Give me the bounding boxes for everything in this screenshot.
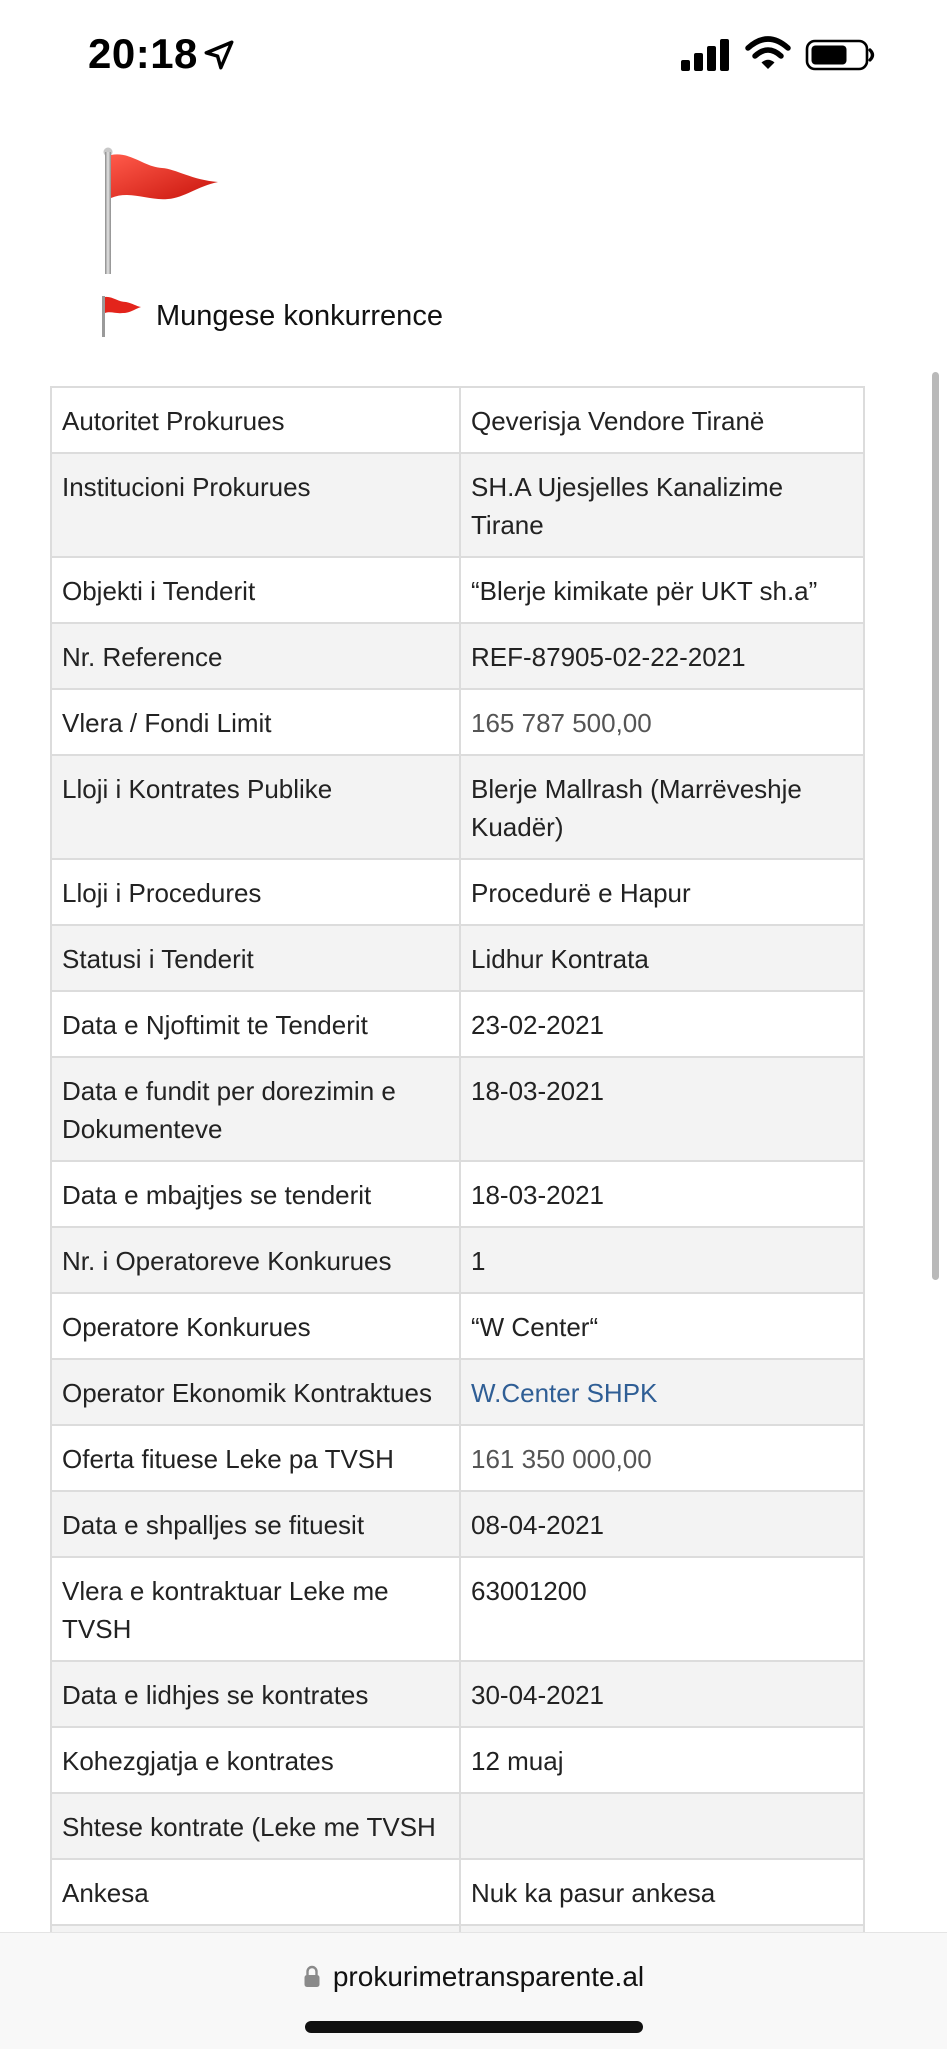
row-key: Lloji i Procedures xyxy=(51,859,460,925)
legend-row xyxy=(100,294,443,338)
table-row xyxy=(51,991,864,1057)
table-row xyxy=(51,1661,864,1727)
table-row xyxy=(51,1425,864,1491)
row-key: Kohezgjatja e kontrates xyxy=(51,1727,460,1793)
table-row xyxy=(51,387,864,453)
status-time: 20:18 xyxy=(88,30,198,77)
red-flag-icon xyxy=(100,146,224,276)
fund-limit-value: 165 787 500,00 xyxy=(471,708,652,738)
row-key: Institucioni Prokurues xyxy=(51,453,460,557)
row-value xyxy=(460,1359,864,1425)
row-key: Autoritet Prokurues xyxy=(51,387,460,453)
row-value: 30-04-2021 xyxy=(460,1661,864,1727)
table-row xyxy=(51,755,864,859)
row-key: Nr. Reference xyxy=(51,623,460,689)
row-value: 1 xyxy=(460,1227,864,1293)
row-key: Data e Njoftimit te Tenderit xyxy=(51,991,460,1057)
battery-icon xyxy=(805,38,877,72)
row-key: Objekti i Tenderit xyxy=(51,557,460,623)
row-value: SH.A Ujesjelles Kanalizime Tirane xyxy=(460,453,864,557)
row-value: 12 muaj xyxy=(460,1727,864,1793)
row-value xyxy=(460,689,864,755)
row-key: Data e lidhjes se kontrates xyxy=(51,1661,460,1727)
row-key: Vlera / Fondi Limit xyxy=(51,689,460,755)
row-value xyxy=(460,1793,864,1859)
row-value xyxy=(460,1425,864,1491)
home-indicator[interactable] xyxy=(305,2021,643,2033)
row-value: 63001200 xyxy=(460,1557,864,1661)
cellular-signal-icon xyxy=(680,38,732,72)
row-value: Qeverisja Vendore Tiranë xyxy=(460,387,864,453)
address-bar[interactable] xyxy=(0,1961,947,1993)
row-value: Blerje Mallrash (Marrëveshje Kuadër) xyxy=(460,755,864,859)
row-key: Operatore Konkurues xyxy=(51,1293,460,1359)
row-value: 18-03-2021 xyxy=(460,1161,864,1227)
table-row xyxy=(51,1227,864,1293)
table-row xyxy=(51,925,864,991)
row-value: Nuk ka pasur ankesa xyxy=(460,1859,864,1925)
row-value: “W Center“ xyxy=(460,1293,864,1359)
row-key: Data e shpalljes se fituesit xyxy=(51,1491,460,1557)
table-row xyxy=(51,557,864,623)
row-key: Statusi i Tenderit xyxy=(51,925,460,991)
wifi-icon xyxy=(745,36,791,72)
table-row xyxy=(51,1491,864,1557)
contractor-link[interactable]: W.Center SHPK xyxy=(471,1378,658,1408)
legend-label: Mungese konkurrence xyxy=(156,299,443,332)
row-key: Oferta fituese Leke pa TVSH xyxy=(51,1425,460,1491)
table-row xyxy=(51,1793,864,1859)
table-row xyxy=(51,1359,864,1425)
tender-details-table xyxy=(50,386,865,1931)
table-row xyxy=(51,689,864,755)
url-text: prokurimetransparente.al xyxy=(332,1961,645,1992)
row-key: Shtese kontrate (Leke me TVSH xyxy=(51,1793,460,1859)
table-row xyxy=(51,1859,864,1925)
status-bar xyxy=(0,0,947,110)
browser-bottom-bar xyxy=(0,1932,947,2049)
row-key: Ankesa xyxy=(51,1859,460,1925)
lock-icon xyxy=(303,1965,321,1989)
row-value: 08-04-2021 xyxy=(460,1491,864,1557)
row-value: “Blerje kimikate për UKT sh.a” xyxy=(460,557,864,623)
row-key: Nr. i Operatoreve Konkurues xyxy=(51,1227,460,1293)
row-key: Operator Ekonomik Kontraktues xyxy=(51,1359,460,1425)
location-arrow-icon xyxy=(202,38,236,72)
table-row xyxy=(51,623,864,689)
row-value: REF-87905-02-22-2021 xyxy=(460,623,864,689)
row-key: Vlera e kontraktuar Leke me TVSH xyxy=(51,1557,460,1661)
table-row xyxy=(51,453,864,557)
row-key: Data e fundit per dorezimin e Dokumenteve xyxy=(51,1057,460,1161)
page-scrollbar[interactable] xyxy=(932,372,939,1280)
table-row xyxy=(51,1557,864,1661)
table-row xyxy=(51,1057,864,1161)
table-row xyxy=(51,1161,864,1227)
winning-offer-value: 161 350 000,00 xyxy=(471,1444,652,1474)
row-value: 23-02-2021 xyxy=(460,991,864,1057)
row-value: 18-03-2021 xyxy=(460,1057,864,1161)
table-row xyxy=(51,859,864,925)
small-red-flag-icon xyxy=(100,294,142,338)
table-row xyxy=(51,1727,864,1793)
table-row xyxy=(51,1293,864,1359)
row-key: Lloji i Kontrates Publike xyxy=(51,755,460,859)
row-value: Lidhur Kontrata xyxy=(460,925,864,991)
row-value: Procedurë e Hapur xyxy=(460,859,864,925)
row-key: Data e mbajtjes se tenderit xyxy=(51,1161,460,1227)
